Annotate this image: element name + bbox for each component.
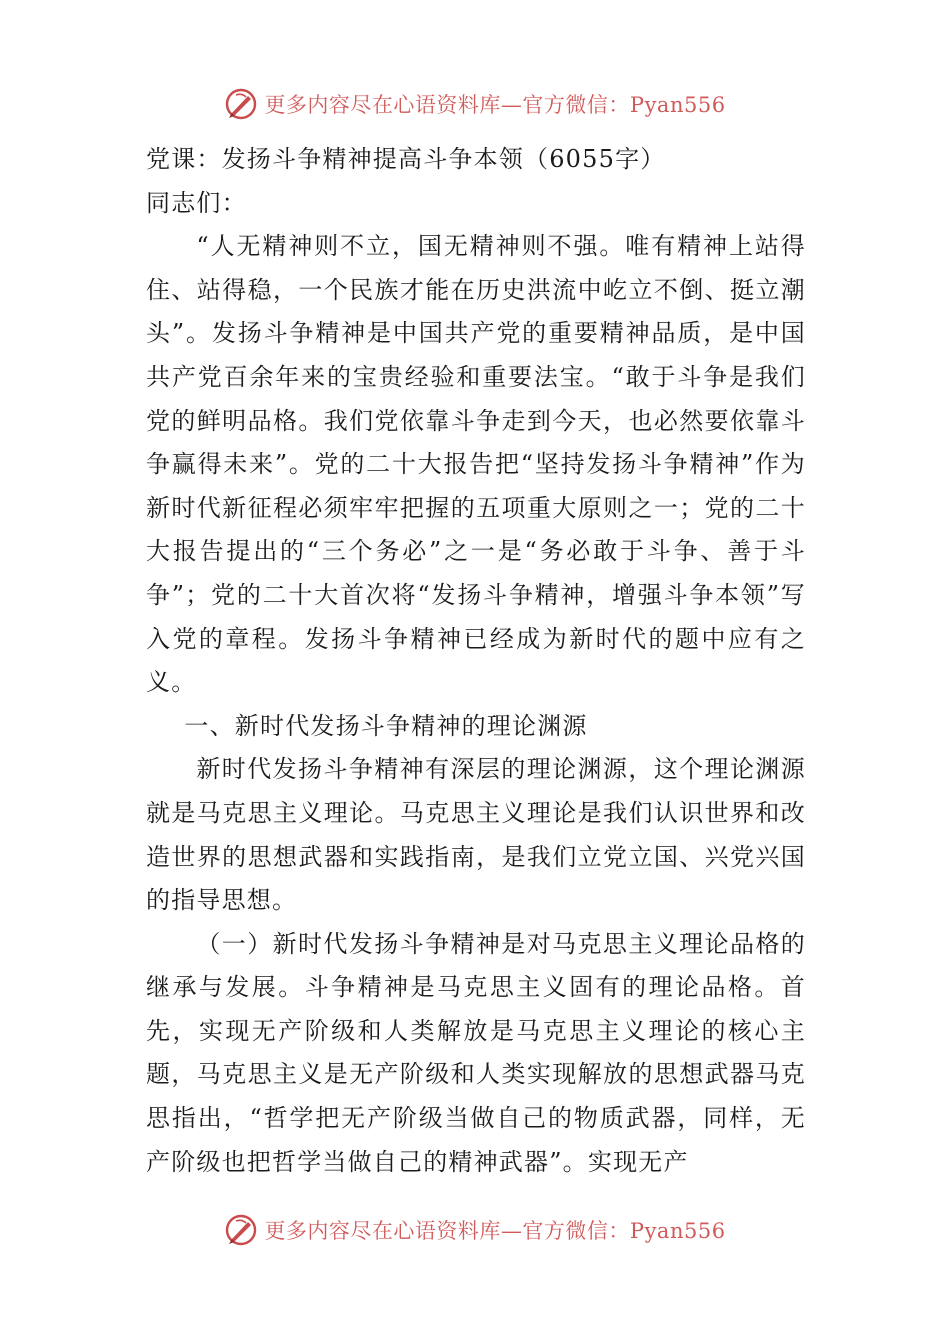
paragraph-subsection-1: （一）新时代发扬斗争精神是对马克思主义理论品格的继承与发展。斗争精神是马克思主义固有的理论品格。首先，实现无产阶级和人类解放是马克思主义理论的核心主题，马克思主义是无产阶级和人类实现解放的思想武器马克思指出，“哲学把无产阶级当做自己的物质武器，同样，无产阶级也把哲学当做自己的精神武器”。实现无产 — [146, 929, 806, 1176]
document-body — [146, 138, 806, 1184]
salutation: 同志们： — [146, 188, 247, 217]
document-title: 党课：发扬斗争精神提高斗争本领（6055字） — [146, 145, 666, 173]
pen-logo-icon — [224, 1213, 258, 1247]
watermark-footer — [0, 1210, 950, 1250]
watermark-text: 更多内容尽在心语资料库—官方微信：Pyan556 — [264, 1219, 726, 1243]
watermark-text: 更多内容尽在心语资料库—官方微信：Pyan556 — [264, 93, 726, 117]
paragraph-intro: “人无精神则不立，国无精神则不强。唯有精神上站得住、站得稳，一个民族才能在历史洪流中屹立不倒、挺立潮头”。发扬斗争精神是中国共产党的重要精神品质，是中国共产党百余年来的宝贵经验和重要法宝。“敢于斗争是我们党的鲜明品格。我们党依靠斗争走到今天，也必然要依靠斗争赢得未来”。党的二十大报告把“坚持发扬斗争精神”作为新时代新征程必须牢牢把握的五项重大原则之一；党的二十大报告提出的“三个务必”之一是“务必敢于斗争、善于斗争”；党的二十大首次将“发扬斗争精神，增强斗争本领”写入党的章程。发扬斗争精神已经成为新时代的题中应有之义。 — [146, 232, 806, 697]
section-heading: 一、新时代发扬斗争精神的理论渊源 — [184, 711, 588, 740]
pen-logo-icon — [224, 87, 258, 121]
watermark-header — [0, 84, 950, 124]
paragraph-theory: 新时代发扬斗争精神有深层的理论渊源，这个理论渊源就是马克思主义理论。马克思主义理论是我们认识世界和改造世界的思想武器和实践指南，是我们立党立国、兴党兴国的指导思想。 — [146, 755, 806, 915]
